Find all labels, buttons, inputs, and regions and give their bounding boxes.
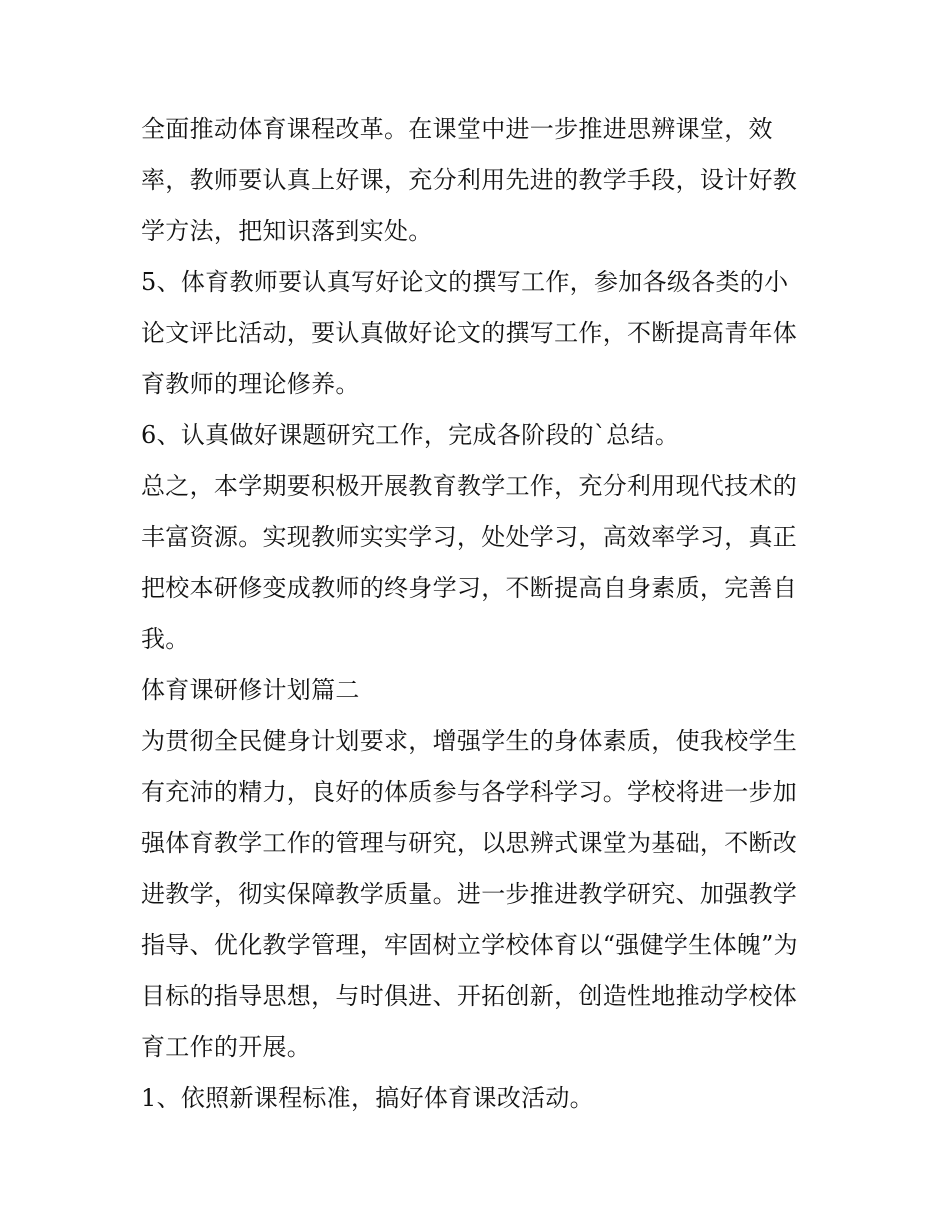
text-line: 学方法，把知识落到实处。 xyxy=(141,217,433,245)
text-line: 进教学，彻实保障教学质量。进一步推进教学研究、加强教学 xyxy=(141,880,798,908)
text-line: 率，教师要认真上好课，充分利用先进的教学手段，设计好教 xyxy=(141,166,798,194)
text-line: 1、依照新课程标准，搞好体育课改活动。 xyxy=(141,1084,594,1112)
text-line: 育教师的理论修养。 xyxy=(141,370,360,398)
text-line: 为贯彻全民健身计划要求，增强学生的身体素质，使我校学生 xyxy=(141,727,798,755)
text-line: 目标的指导思想，与时俱进、开拓创新，创造性地推动学校体 xyxy=(141,982,798,1010)
text-line: 丰富资源。实现教师实实学习，处处学习，高效率学习，真正 xyxy=(141,523,798,551)
text-line: 论文评比活动，要认真做好论文的撰写工作，不断提高青年体 xyxy=(141,319,798,347)
text-line: 育工作的开展。 xyxy=(141,1033,312,1061)
text-line: 我。 xyxy=(141,625,190,653)
text-line: 5、体育教师要认真写好论文的撰写工作，参加各级各类的小 xyxy=(141,268,789,296)
text-line: 全面推动体育课程改革。在课堂中进一步推进思辨课堂，效 xyxy=(141,115,773,143)
text-line: 指导、优化教学管理，牢固树立学校体育以“强健学生体魄”为 xyxy=(141,931,798,959)
text-line: 总之，本学期要积极开展教育教学工作，充分利用现代技术的 xyxy=(141,472,798,500)
text-line: 6、认真做好课题研究工作，完成各阶段的`总结。 xyxy=(141,421,680,449)
text-line: 强体育教学工作的管理与研究，以思辨式课堂为基础，不断改 xyxy=(141,829,798,857)
section-heading: 体育课研修计划篇二 xyxy=(141,676,360,704)
text-line: 把校本研修变成教师的终身学习，不断提高自身素质，完善自 xyxy=(141,574,798,602)
text-line: 有充沛的精力，良好的体质参与各学科学习。学校将进一步加 xyxy=(141,778,798,806)
